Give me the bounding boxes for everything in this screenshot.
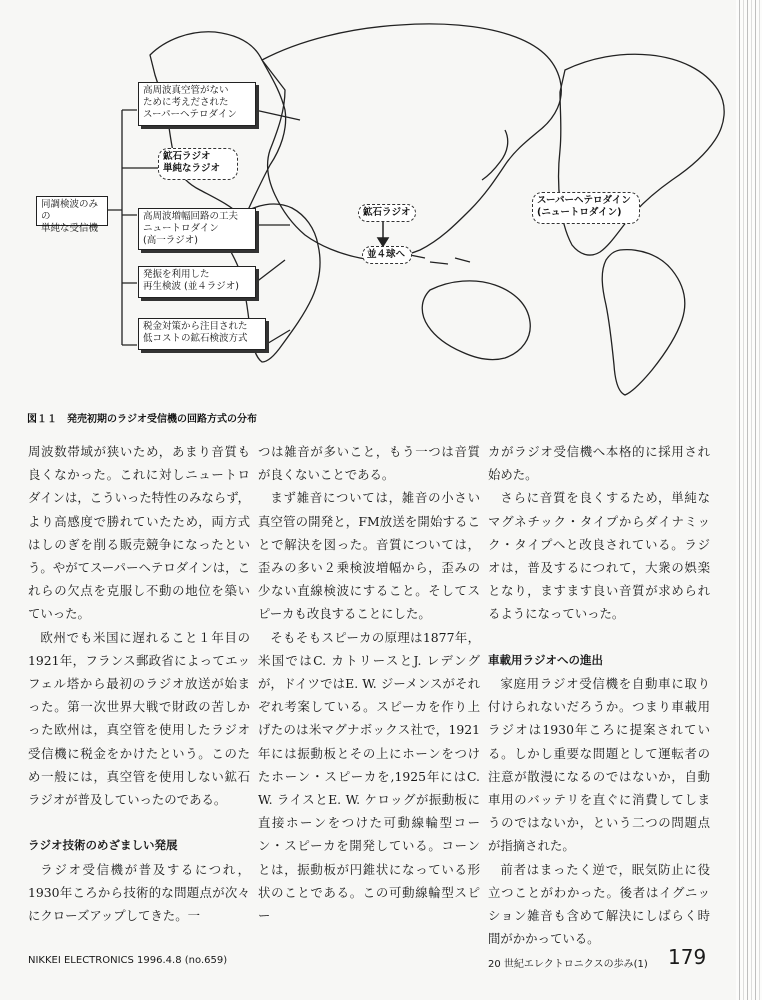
box-rf-amp-neutrodyne: 高周波増幅回路の工夫 ニュートロダイン (高一ラジオ) xyxy=(138,208,256,250)
col3-heading: 車載用ラジオへの進出 xyxy=(488,652,603,667)
box-crystal-simple: 鉱石ラジオ 単純なラジオ xyxy=(158,148,238,180)
col1-paragraph-3: ラジオ受信機が普及するにつれ，1930年ころから技術的な問題点が次々にクローズアップしてきた。一 xyxy=(28,861,250,924)
text-column-2 xyxy=(258,440,480,927)
japan-arrow xyxy=(378,222,388,246)
north-america-outline xyxy=(559,54,725,255)
box-japan-crystal: 鉱石ラジオ xyxy=(358,204,416,222)
box-us-superhet: スーパーヘテロダイン (ニュートロダイン) xyxy=(532,192,640,224)
figure-caption: 図１１ 発売初期のラジオ受信機の回路方式の分布 xyxy=(27,414,257,425)
col2-paragraph-2: まず雑音については，雑音の小さい真空管の開発と，FM放送を開始することで解決を図った。音質については，歪みの多い２乗検波増幅から，歪みの少ない直線検波にすること。そしてスピーカも改良することにした。 xyxy=(258,490,480,622)
japan-outline xyxy=(482,130,508,180)
col3-paragraph-3: 家庭用ラジオ受信機を自動車に取り付けられないだろうか。つまり車載用ラジオは1930年ころに提案されている。しかし重要な問題として運転者の注意が散漫になるのではないか，自動車用のバッテリを直ぐに消費してしまうのではないか，という二つの問題点が指摘された。 xyxy=(488,676,710,854)
text-column-3 xyxy=(488,440,710,950)
box-japan-arrow-label: 並４球へ xyxy=(362,246,412,264)
footer-series: 20 世紀エレクトロニクスの歩み(1) xyxy=(488,959,648,970)
box-tax-crystal: 税金対策から注目された 低コストの鉱石検波方式 xyxy=(138,318,266,350)
col1-heading: ラジオ技術のめざましい発展 xyxy=(28,838,178,853)
text-column-1 xyxy=(28,440,250,927)
asia-outline xyxy=(262,24,561,260)
footer-journal: NIKKEI ELECTRONICS 1996.4.8 (no.659) xyxy=(28,955,228,966)
figure-radio-map xyxy=(0,0,762,440)
col3-paragraph-1: カがラジオ受信機へ本格的に採用され始めた。 xyxy=(488,444,710,483)
south-america-outline xyxy=(602,250,685,395)
col1-paragraph-1: 周波数帯域が狭いため，あまり音質も良くなかった。これに対しニュートロダインは，こういった特性のみならず，より高感度で勝れていたため，両方式はしのぎを削る販売競争になったという。やがてスーパーヘテロダインは，これらの欠点を克服し不動の地位を築いていった。 xyxy=(28,444,250,622)
col3-paragraph-4: 前者はまったく逆で，眠気防止に役立つことがわかった。後者はイグニッション雑音も含めて解決にしばらく時間がかかっている。 xyxy=(488,861,710,947)
box-superhet-origin: 高周波真空管がない ために考えだされた スーパーヘテロダイン xyxy=(138,82,256,126)
col2-paragraph-3: そもそもスピーカの原理は1877年，米国ではC. カトリースとJ. レデングが，ドイツではE. W. ジーメンスがそれぞれ考案している。スピーカを作り上げたのは米マグナボックス社で，1921年には振動板とその上にホーンをつけたホーン・スピーカを,1925年にはC. W. ライスとE. W. ケロッグが振動板に直接ホーンをつけた可動線輪型コーン・スピーカを開発している。コーンとは，振動板が円錐状になっている形状のことである。この可動線輪型スピー xyxy=(258,629,480,924)
box-regenerative: 発振を利用した 再生検波 (並４ラジオ) xyxy=(138,266,256,298)
box-tuned-detection: 同調検波のみの 単純な受信機 xyxy=(36,196,108,226)
page-number: 179 xyxy=(668,945,707,969)
australia-outline xyxy=(422,281,530,360)
col2-paragraph-1: つは雑音が多いこと，もう一つは音質が良くないことである。 xyxy=(258,444,480,483)
col3-paragraph-2: さらに音質を良くするため，単純なマグネチック・タイプからダイナミック・タイプへと改良されている。ラジオは，普及するにつれて，大衆の娯楽となり，ますます良い音質が求められるようになっていった。 xyxy=(488,490,710,622)
col1-paragraph-2: 欧州でも米国に遅れること１年目の1921年，フランス郵政省によってエッフェル塔から最初のラジオ放送が始まった。第一次世界大戦で財政の苦しかった欧州は，真空管を使用したラジオ受信機に税金をかけたという。このため一般には，真空管を使用しない鉱石ラジオが普及していったのである。 xyxy=(28,629,250,808)
